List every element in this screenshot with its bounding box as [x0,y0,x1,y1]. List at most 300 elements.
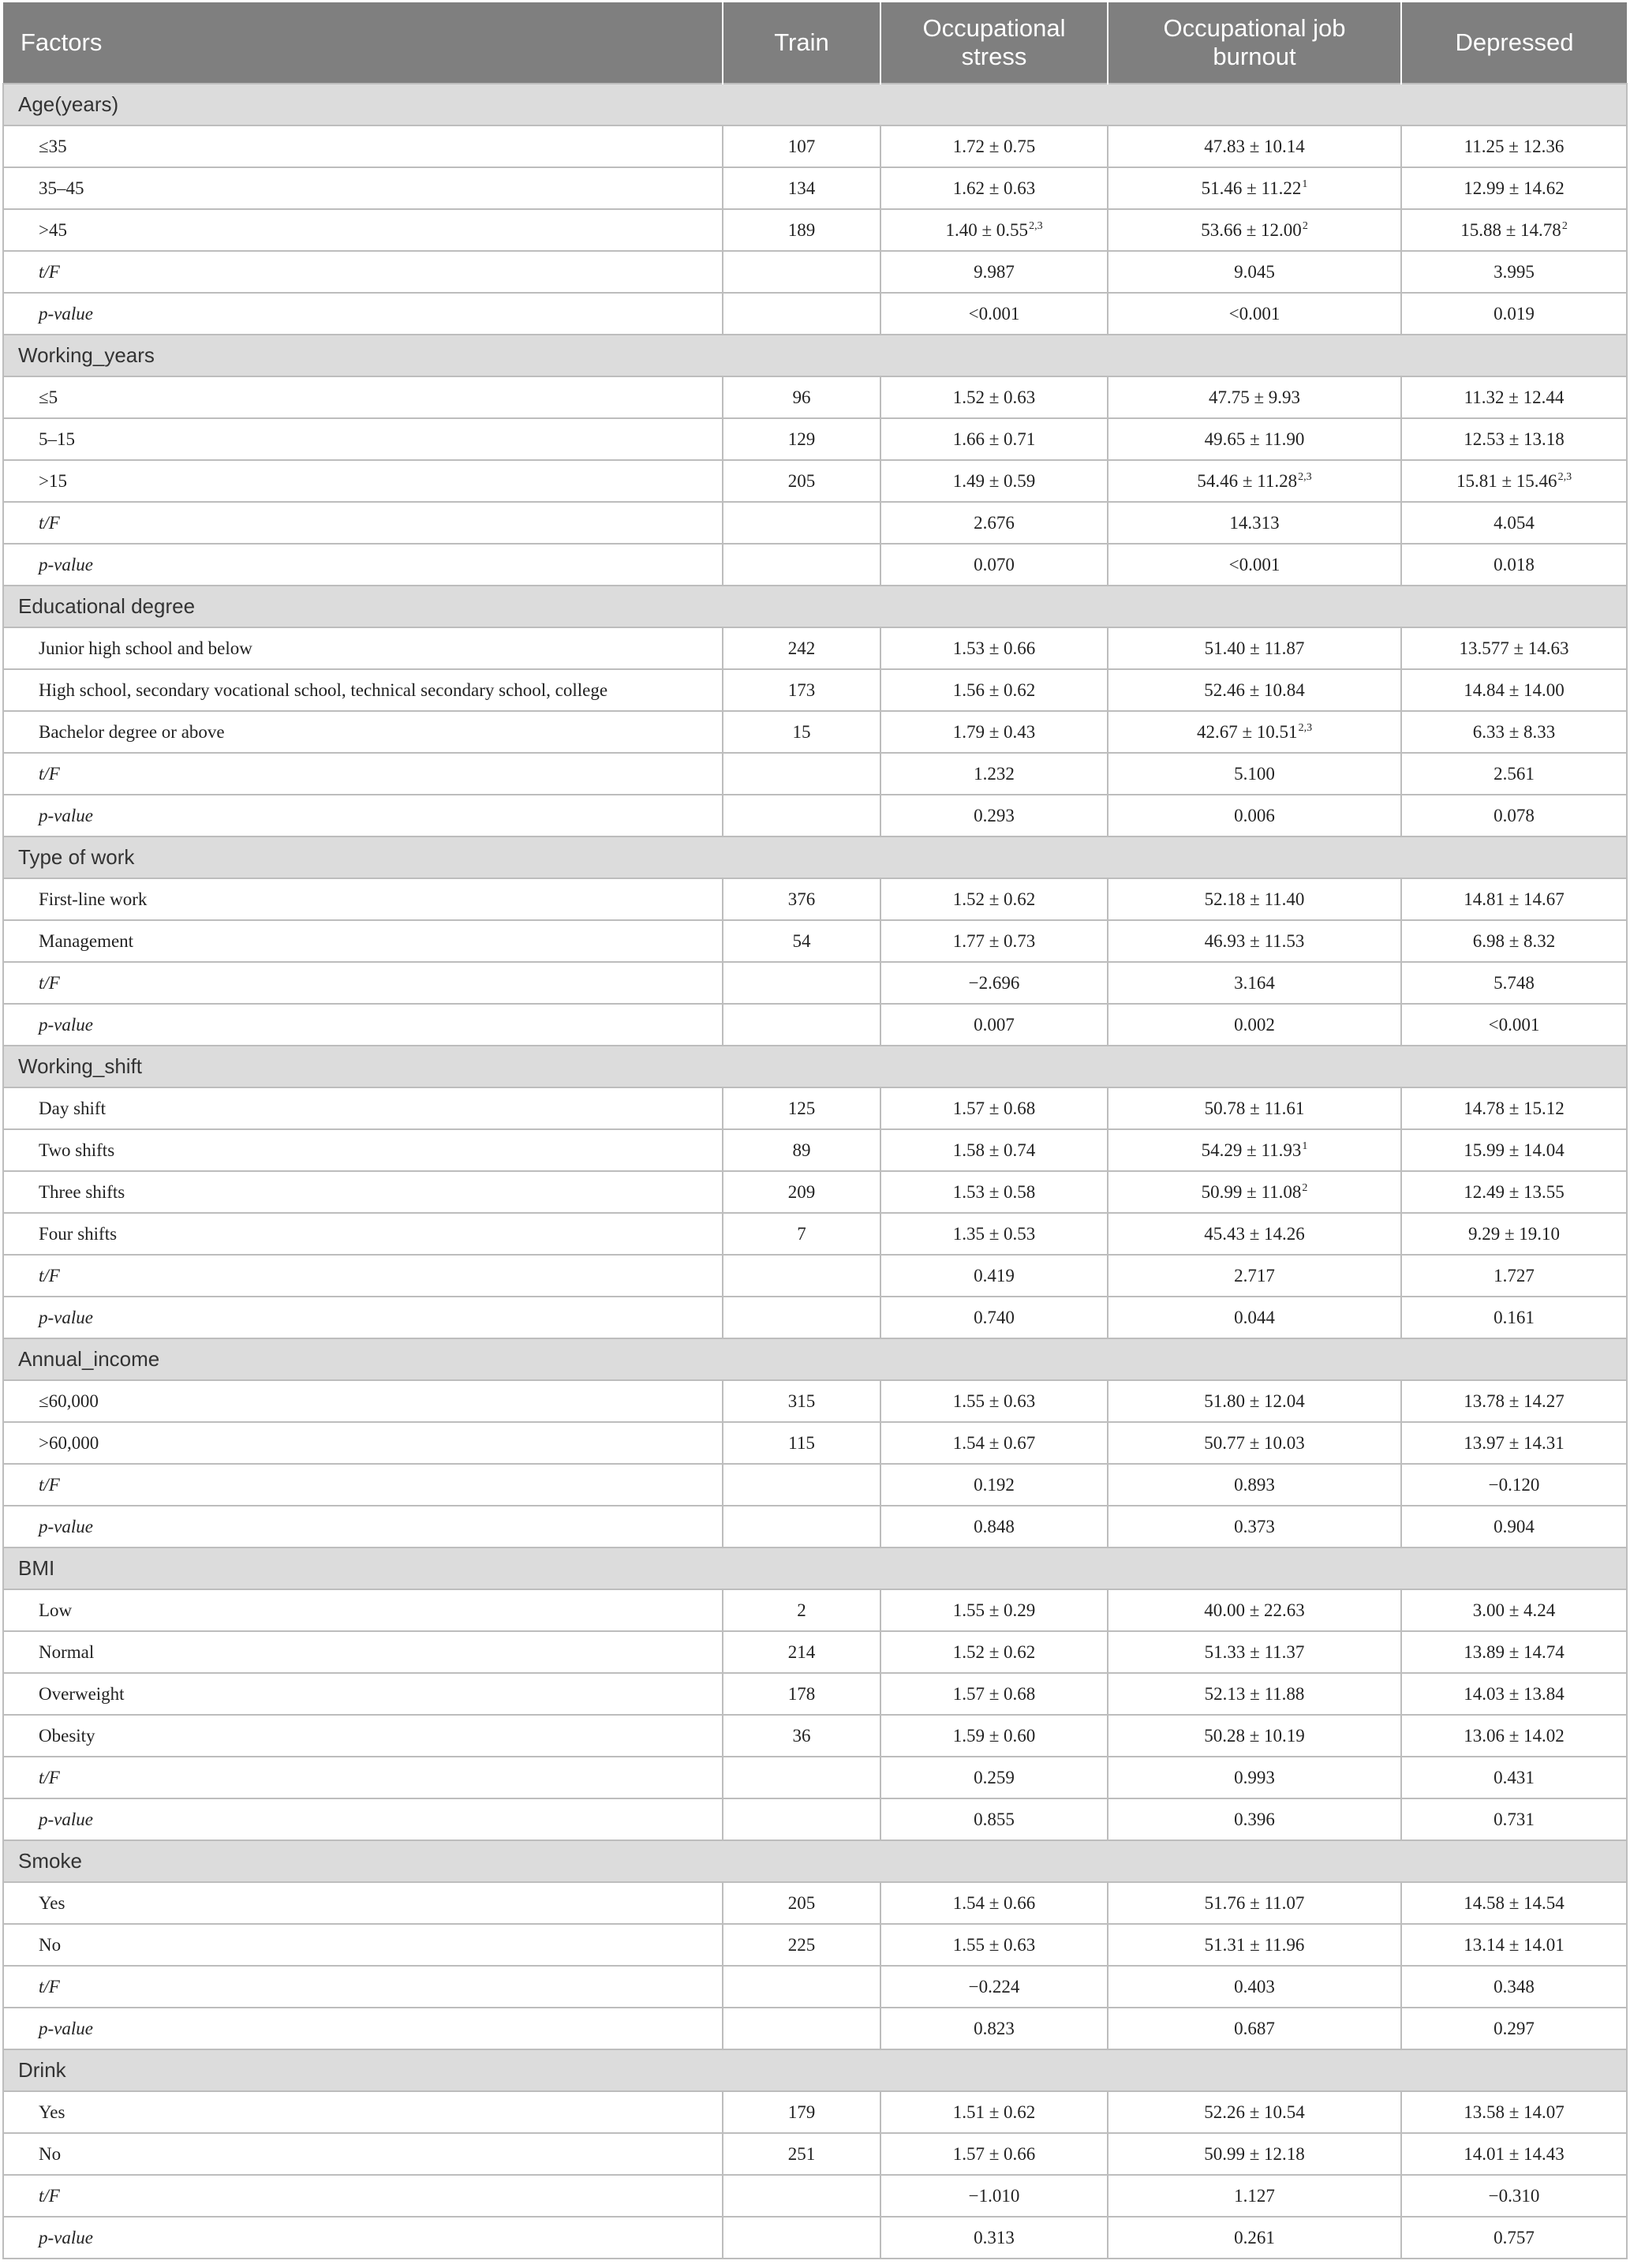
row-label-text: Management [39,930,134,951]
depressed-cell [1401,1255,1627,1297]
occupational-job-burnout-cell-value: 3.164 [1234,972,1275,993]
train-cell-value: 107 [787,136,816,156]
train-cell [723,167,880,209]
group-header-row [3,1338,1627,1380]
occupational-job-burnout-cell [1108,418,1401,460]
occupational-stress-cell-value: 1.232 [974,763,1015,784]
occupational-job-burnout-cell [1108,1004,1401,1046]
train-cell [723,1673,880,1715]
row-label [3,460,723,502]
table-row [3,502,1627,544]
row-label-text: t/F [39,1767,60,1787]
depressed-cell [1401,1631,1627,1673]
occupational-job-burnout-cell-value: 50.78 ± 11.61 [1204,1098,1305,1118]
train-cell [723,1715,880,1757]
occupational-stress-cell [880,878,1108,920]
row-label [3,1757,723,1798]
depressed-cell-value: 13.06 ± 14.02 [1464,1725,1565,1746]
table-row [3,1589,1627,1631]
occupational-stress-cell-value: 1.72 ± 0.75 [952,136,1036,156]
row-label-text: Yes [39,2101,65,2122]
row-label [3,1171,723,1213]
depressed-cell-value: 0.904 [1494,1516,1535,1536]
occupational-job-burnout-cell-value: 52.26 ± 10.54 [1204,2101,1305,2122]
depressed-cell [1401,1715,1627,1757]
table-row [3,1673,1627,1715]
occupational-stress-cell-value: 0.855 [974,1809,1015,1829]
row-label-text: p-value [39,303,93,324]
occupational-job-burnout-cell-value: 47.83 ± 10.14 [1204,136,1305,156]
occupational-stress-cell-value: 0.192 [974,1474,1015,1495]
depressed-cell [1401,962,1627,1004]
train-cell-value: 115 [788,1432,815,1453]
row-label-text: ≤35 [39,136,67,156]
occupational-job-burnout-cell-value: 50.28 ± 10.19 [1204,1725,1305,1746]
table-row [3,125,1627,167]
table-row [3,167,1627,209]
occupational-stress-cell-value: 0.313 [974,2227,1015,2247]
occupational-job-burnout-cell [1108,669,1401,711]
train-cell-value: 209 [787,1181,816,1202]
row-label [3,1297,723,1338]
depressed-cell [1401,376,1627,418]
footnote-marker: 2,3 [1298,470,1312,483]
row-label-text: High school, secondary vocational school, technical secondary school, college [39,679,608,700]
table-row [3,1506,1627,1548]
depressed-cell-value: 0.297 [1494,2018,1535,2038]
depressed-cell [1401,669,1627,711]
row-label-text: Yes [39,1892,65,1913]
train-cell-value: 7 [797,1223,806,1244]
row-label [3,669,723,711]
row-label [3,627,723,669]
row-label [3,1380,723,1422]
row-label-text: p-value [39,1014,93,1035]
occupational-job-burnout-cell-value: 0.044 [1234,1307,1275,1327]
occupational-job-burnout-cell-value: 50.99 ± 12.18 [1204,2143,1305,2164]
occupational-stress-cell [880,544,1108,586]
row-label [3,1589,723,1631]
train-cell [723,1882,880,1924]
occupational-stress-cell-value: 1.62 ± 0.63 [952,178,1036,198]
group-title: Smoke [3,1840,1627,1882]
occupational-stress-cell-value: 1.54 ± 0.66 [952,1892,1036,1913]
occupational-stress-cell [880,627,1108,669]
occupational-job-burnout-cell-value: 0.261 [1234,2227,1275,2247]
occupational-stress-cell-value: 0.823 [974,2018,1015,2038]
occupational-stress-cell-value: 1.77 ± 0.73 [952,930,1036,951]
depressed-cell-value: 0.161 [1494,1307,1535,1327]
occupational-job-burnout-cell-value: 1.127 [1234,2185,1275,2206]
row-label [3,544,723,586]
row-label-text: >15 [39,470,67,491]
occupational-stress-cell [880,1589,1108,1631]
depressed-cell [1401,293,1627,335]
train-cell [723,1422,880,1464]
group-header-row [3,836,1627,878]
depressed-cell [1401,1798,1627,1840]
depressed-cell-value: 12.99 ± 14.62 [1464,178,1565,198]
train-cell [723,376,880,418]
occupational-stress-cell-value: 0.293 [974,805,1015,825]
occupational-stress-cell [880,167,1108,209]
table-row [3,1882,1627,1924]
table-row [3,1087,1627,1129]
row-label [3,2091,723,2133]
occupational-job-burnout-cell-value: 0.002 [1234,1014,1275,1035]
occupational-job-burnout-cell-value: 5.100 [1234,763,1275,784]
train-cell [723,1087,880,1129]
table-row [3,1213,1627,1255]
group-title: Annual_income [3,1338,1627,1380]
train-cell-value: 2 [797,1600,806,1620]
table-row [3,1380,1627,1422]
depressed-cell-value: −0.310 [1488,2185,1540,2206]
occupational-job-burnout-cell-value: 52.13 ± 11.88 [1204,1683,1305,1704]
depressed-cell-value: 0.078 [1494,805,1535,825]
occupational-job-burnout-cell-value: 14.313 [1229,512,1280,533]
occupational-stress-cell [880,376,1108,418]
group-header-row [3,1840,1627,1882]
group-title: Educational degree [3,586,1627,627]
occupational-stress-cell-value: 1.59 ± 0.60 [952,1725,1036,1746]
occupational-stress-cell [880,1966,1108,2008]
occupational-job-burnout-cell-value: 46.93 ± 11.53 [1204,930,1305,951]
occupational-stress-cell [880,293,1108,335]
occupational-job-burnout-cell [1108,1757,1401,1798]
depressed-cell [1401,460,1627,502]
row-label [3,2175,723,2217]
footnote-marker: 2 [1302,1181,1308,1194]
depressed-cell [1401,125,1627,167]
train-cell [723,502,880,544]
table-row [3,1631,1627,1673]
row-label [3,1631,723,1673]
occupational-stress-cell [880,2091,1108,2133]
occupational-job-burnout-cell [1108,962,1401,1004]
table-row [3,1924,1627,1966]
occupational-stress-cell-value: 1.55 ± 0.63 [952,1934,1036,1955]
table-row [3,460,1627,502]
row-label-text: No [39,1934,62,1955]
table-row [3,2133,1627,2175]
depressed-cell-value: 14.81 ± 14.67 [1464,889,1565,909]
depressed-cell-value: 0.731 [1494,1809,1535,1829]
occupational-stress-cell [880,920,1108,962]
row-label [3,878,723,920]
occupational-job-burnout-cell [1108,1422,1401,1464]
table-row [3,1004,1627,1046]
train-cell [723,878,880,920]
occupational-stress-cell [880,1087,1108,1129]
occupational-stress-cell-value: 1.53 ± 0.66 [952,638,1036,658]
occupational-job-burnout-cell-value: 0.687 [1234,2018,1275,2038]
row-label [3,1004,723,1046]
train-cell [723,1506,880,1548]
train-cell [723,1757,880,1798]
row-label-text: p-value [39,2018,93,2038]
depressed-cell-value: 13.89 ± 14.74 [1464,1641,1565,1662]
occupational-stress-cell-value: 1.49 ± 0.59 [952,470,1036,491]
occupational-job-burnout-cell [1108,1673,1401,1715]
train-cell-value: 376 [787,889,816,909]
train-cell-value: 15 [792,721,811,742]
row-label-text: Low [39,1600,73,1620]
occupational-job-burnout-cell [1108,1715,1401,1757]
depressed-cell [1401,209,1627,251]
train-cell-value: 89 [792,1140,811,1160]
table-row [3,2175,1627,2217]
occupational-job-burnout-cell [1108,2217,1401,2259]
depressed-cell [1401,1757,1627,1798]
occupational-stress-cell [880,1297,1108,1338]
group-header-row [3,1046,1627,1087]
occupational-job-burnout-cell-value: 49.65 ± 11.90 [1204,429,1305,449]
depressed-cell-value: 13.78 ± 14.27 [1464,1390,1565,1411]
depressed-cell-value: 9.29 ± 19.10 [1467,1223,1561,1244]
occupational-job-burnout-cell [1108,209,1401,251]
occupational-stress-cell [880,962,1108,1004]
occupational-job-burnout-cell-value: 51.76 ± 11.07 [1204,1892,1305,1913]
occupational-job-burnout-cell-value: 2.717 [1234,1265,1275,1286]
depressed-cell-value: 14.01 ± 14.43 [1464,2143,1565,2164]
train-cell [723,251,880,293]
row-label [3,1213,723,1255]
occupational-stress-cell [880,1129,1108,1171]
occupational-job-burnout-cell [1108,502,1401,544]
header-occupational-stress: Occupational stress [880,2,1108,84]
footnote-marker: 2,3 [1557,470,1572,483]
occupational-job-burnout-cell [1108,795,1401,836]
occupational-stress-cell [880,1255,1108,1297]
occupational-job-burnout-cell [1108,1589,1401,1631]
occupational-job-burnout-cell-value: 0.373 [1234,1516,1275,1536]
occupational-job-burnout-cell-value: 51.31 ± 11.96 [1204,1934,1305,1955]
occupational-stress-cell [880,1798,1108,1840]
train-cell-value: 179 [787,2101,816,2122]
group-title: BMI [3,1548,1627,1589]
depressed-cell-value: 12.53 ± 13.18 [1464,429,1565,449]
depressed-cell-value: 14.58 ± 14.54 [1464,1892,1565,1913]
depressed-cell-value: 15.88 ± 14.78 [1460,219,1561,240]
footnote-marker: 2 [1302,219,1308,232]
depressed-cell-value: 13.58 ± 14.07 [1464,2101,1565,2122]
table-row [3,251,1627,293]
footnote-marker: 2,3 [1029,219,1043,232]
group-title: Working_years [3,335,1627,376]
occupational-stress-cell [880,418,1108,460]
depressed-cell [1401,878,1627,920]
train-cell [723,1924,880,1966]
depressed-cell-value: 13.577 ± 14.63 [1459,638,1569,658]
train-cell-value: 205 [787,1892,816,1913]
occupational-job-burnout-cell-value: 40.00 ± 22.63 [1204,1600,1305,1620]
footnote-marker: 1 [1302,1140,1308,1152]
row-label [3,711,723,753]
train-cell-value: 96 [792,387,811,407]
occupational-stress-cell [880,2175,1108,2217]
train-cell [723,209,880,251]
occupational-stress-cell [880,795,1108,836]
depressed-cell [1401,2091,1627,2133]
table-row [3,2008,1627,2049]
row-label-text: t/F [39,1474,60,1495]
occupational-stress-cell-value: 1.56 ± 0.62 [952,679,1036,700]
row-label [3,418,723,460]
occupational-stress-cell-value: −1.010 [968,2185,1020,2206]
depressed-cell [1401,1882,1627,1924]
depressed-cell [1401,1673,1627,1715]
depressed-cell-value: −0.120 [1488,1474,1540,1495]
table-row [3,1757,1627,1798]
occupational-job-burnout-cell [1108,1966,1401,2008]
table-row [3,376,1627,418]
depressed-cell-value: 14.03 ± 13.84 [1464,1683,1565,1704]
occupational-job-burnout-cell [1108,167,1401,209]
table-row [3,1966,1627,2008]
table-row [3,1171,1627,1213]
group-title: Type of work [3,836,1627,878]
depressed-cell-value: 15.99 ± 14.04 [1464,1140,1565,1160]
occupational-stress-cell [880,1757,1108,1798]
occupational-job-burnout-cell-value: 0.006 [1234,805,1275,825]
train-cell-value: 54 [792,930,811,951]
row-label-text: >60,000 [39,1432,99,1453]
table-row [3,1715,1627,1757]
table-row [3,293,1627,335]
occupational-job-burnout-cell [1108,293,1401,335]
train-cell [723,418,880,460]
depressed-cell-value: 11.32 ± 12.44 [1464,387,1565,407]
row-label-text: t/F [39,261,60,282]
occupational-job-burnout-cell-value: <0.001 [1228,303,1280,324]
train-cell [723,1129,880,1171]
depressed-cell-value: 6.98 ± 8.32 [1472,930,1556,951]
occupational-job-burnout-cell-value: 52.46 ± 10.84 [1204,679,1305,700]
header-depressed: Depressed [1401,2,1627,84]
table-header [3,2,1627,84]
occupational-job-burnout-cell-value: 0.993 [1234,1767,1275,1787]
occupational-stress-cell [880,1673,1108,1715]
occupational-stress-cell [880,1464,1108,1506]
occupational-stress-cell [880,125,1108,167]
occupational-stress-cell [880,1924,1108,1966]
row-label [3,2133,723,2175]
row-label-text: No [39,2143,62,2164]
row-label-text: ≤5 [39,387,58,407]
group-title: Drink [3,2049,1627,2091]
table-row [3,418,1627,460]
depressed-cell-value: 2.561 [1494,763,1535,784]
row-label-text: >45 [39,219,67,240]
row-label [3,1087,723,1129]
depressed-cell [1401,418,1627,460]
row-label-text: 35–45 [39,178,84,198]
depressed-cell [1401,1297,1627,1338]
row-label [3,1506,723,1548]
occupational-stress-cell-value: 0.419 [974,1265,1015,1286]
depressed-cell [1401,502,1627,544]
occupational-job-burnout-cell-value: 53.66 ± 12.00 [1201,219,1302,240]
factors-table-container [2,2,1626,2259]
occupational-stress-cell-value: 1.52 ± 0.63 [952,387,1036,407]
occupational-job-burnout-cell [1108,2091,1401,2133]
occupational-job-burnout-cell [1108,1087,1401,1129]
occupational-job-burnout-cell-value: 0.403 [1234,1976,1275,1997]
occupational-stress-cell-value: 1.40 ± 0.55 [945,219,1029,240]
occupational-job-burnout-cell-value: <0.001 [1228,554,1280,574]
depressed-cell-value: 15.81 ± 15.46 [1456,470,1557,491]
table-row [3,1798,1627,1840]
table-row [3,1255,1627,1297]
row-label [3,2217,723,2259]
table-row [3,669,1627,711]
row-label-text: p-value [39,805,93,825]
train-cell [723,544,880,586]
train-cell-value: 125 [787,1098,816,1118]
occupational-job-burnout-cell-value: 51.33 ± 11.37 [1204,1641,1305,1662]
occupational-job-burnout-cell-value: 45.43 ± 14.26 [1204,1223,1305,1244]
occupational-job-burnout-cell [1108,1380,1401,1422]
row-label-text: p-value [39,1809,93,1829]
train-cell [723,669,880,711]
depressed-cell [1401,1506,1627,1548]
occupational-stress-cell [880,1004,1108,1046]
train-cell-value: 242 [787,638,816,658]
occupational-stress-cell-value: 0.740 [974,1307,1015,1327]
depressed-cell [1401,1004,1627,1046]
row-label [3,1129,723,1171]
train-cell-value: 178 [787,1683,816,1704]
occupational-stress-cell-value: 1.57 ± 0.68 [952,1098,1036,1118]
train-cell [723,920,880,962]
depressed-cell-value: 5.748 [1494,972,1535,993]
row-label [3,251,723,293]
depressed-cell [1401,1966,1627,2008]
occupational-stress-cell [880,2008,1108,2049]
occupational-stress-cell-value: 0.848 [974,1516,1015,1536]
occupational-stress-cell [880,1715,1108,1757]
row-label [3,1255,723,1297]
depressed-cell [1401,1380,1627,1422]
occupational-job-burnout-cell-value: 52.18 ± 11.40 [1204,889,1305,909]
occupational-job-burnout-cell [1108,1631,1401,1673]
depressed-cell [1401,1213,1627,1255]
row-label-text: p-value [39,1307,93,1327]
occupational-job-burnout-cell-value: 50.77 ± 10.03 [1204,1432,1305,1453]
occupational-stress-cell [880,1380,1108,1422]
occupational-stress-cell [880,1213,1108,1255]
row-label [3,293,723,335]
occupational-job-burnout-cell-value: 50.99 ± 11.08 [1201,1181,1302,1202]
occupational-stress-cell [880,669,1108,711]
occupational-stress-cell [880,460,1108,502]
train-cell-value: 214 [787,1641,816,1662]
row-label-text: t/F [39,763,60,784]
occupational-stress-cell [880,502,1108,544]
header-occupational-job-burnout: Occupational job burnout [1108,2,1401,84]
row-label-text: Obesity [39,1725,95,1746]
row-label-text: t/F [39,1265,60,1286]
occupational-job-burnout-cell [1108,460,1401,502]
occupational-job-burnout-cell-value: 0.893 [1234,1474,1275,1495]
row-label-text: t/F [39,1976,60,1997]
occupational-stress-cell-value: −0.224 [968,1976,1020,1997]
occupational-stress-cell-value: 1.35 ± 0.53 [952,1223,1036,1244]
occupational-stress-cell-value: 1.58 ± 0.74 [952,1140,1036,1160]
header-train: Train [723,2,880,84]
occupational-job-burnout-cell-value: 9.045 [1234,261,1275,282]
